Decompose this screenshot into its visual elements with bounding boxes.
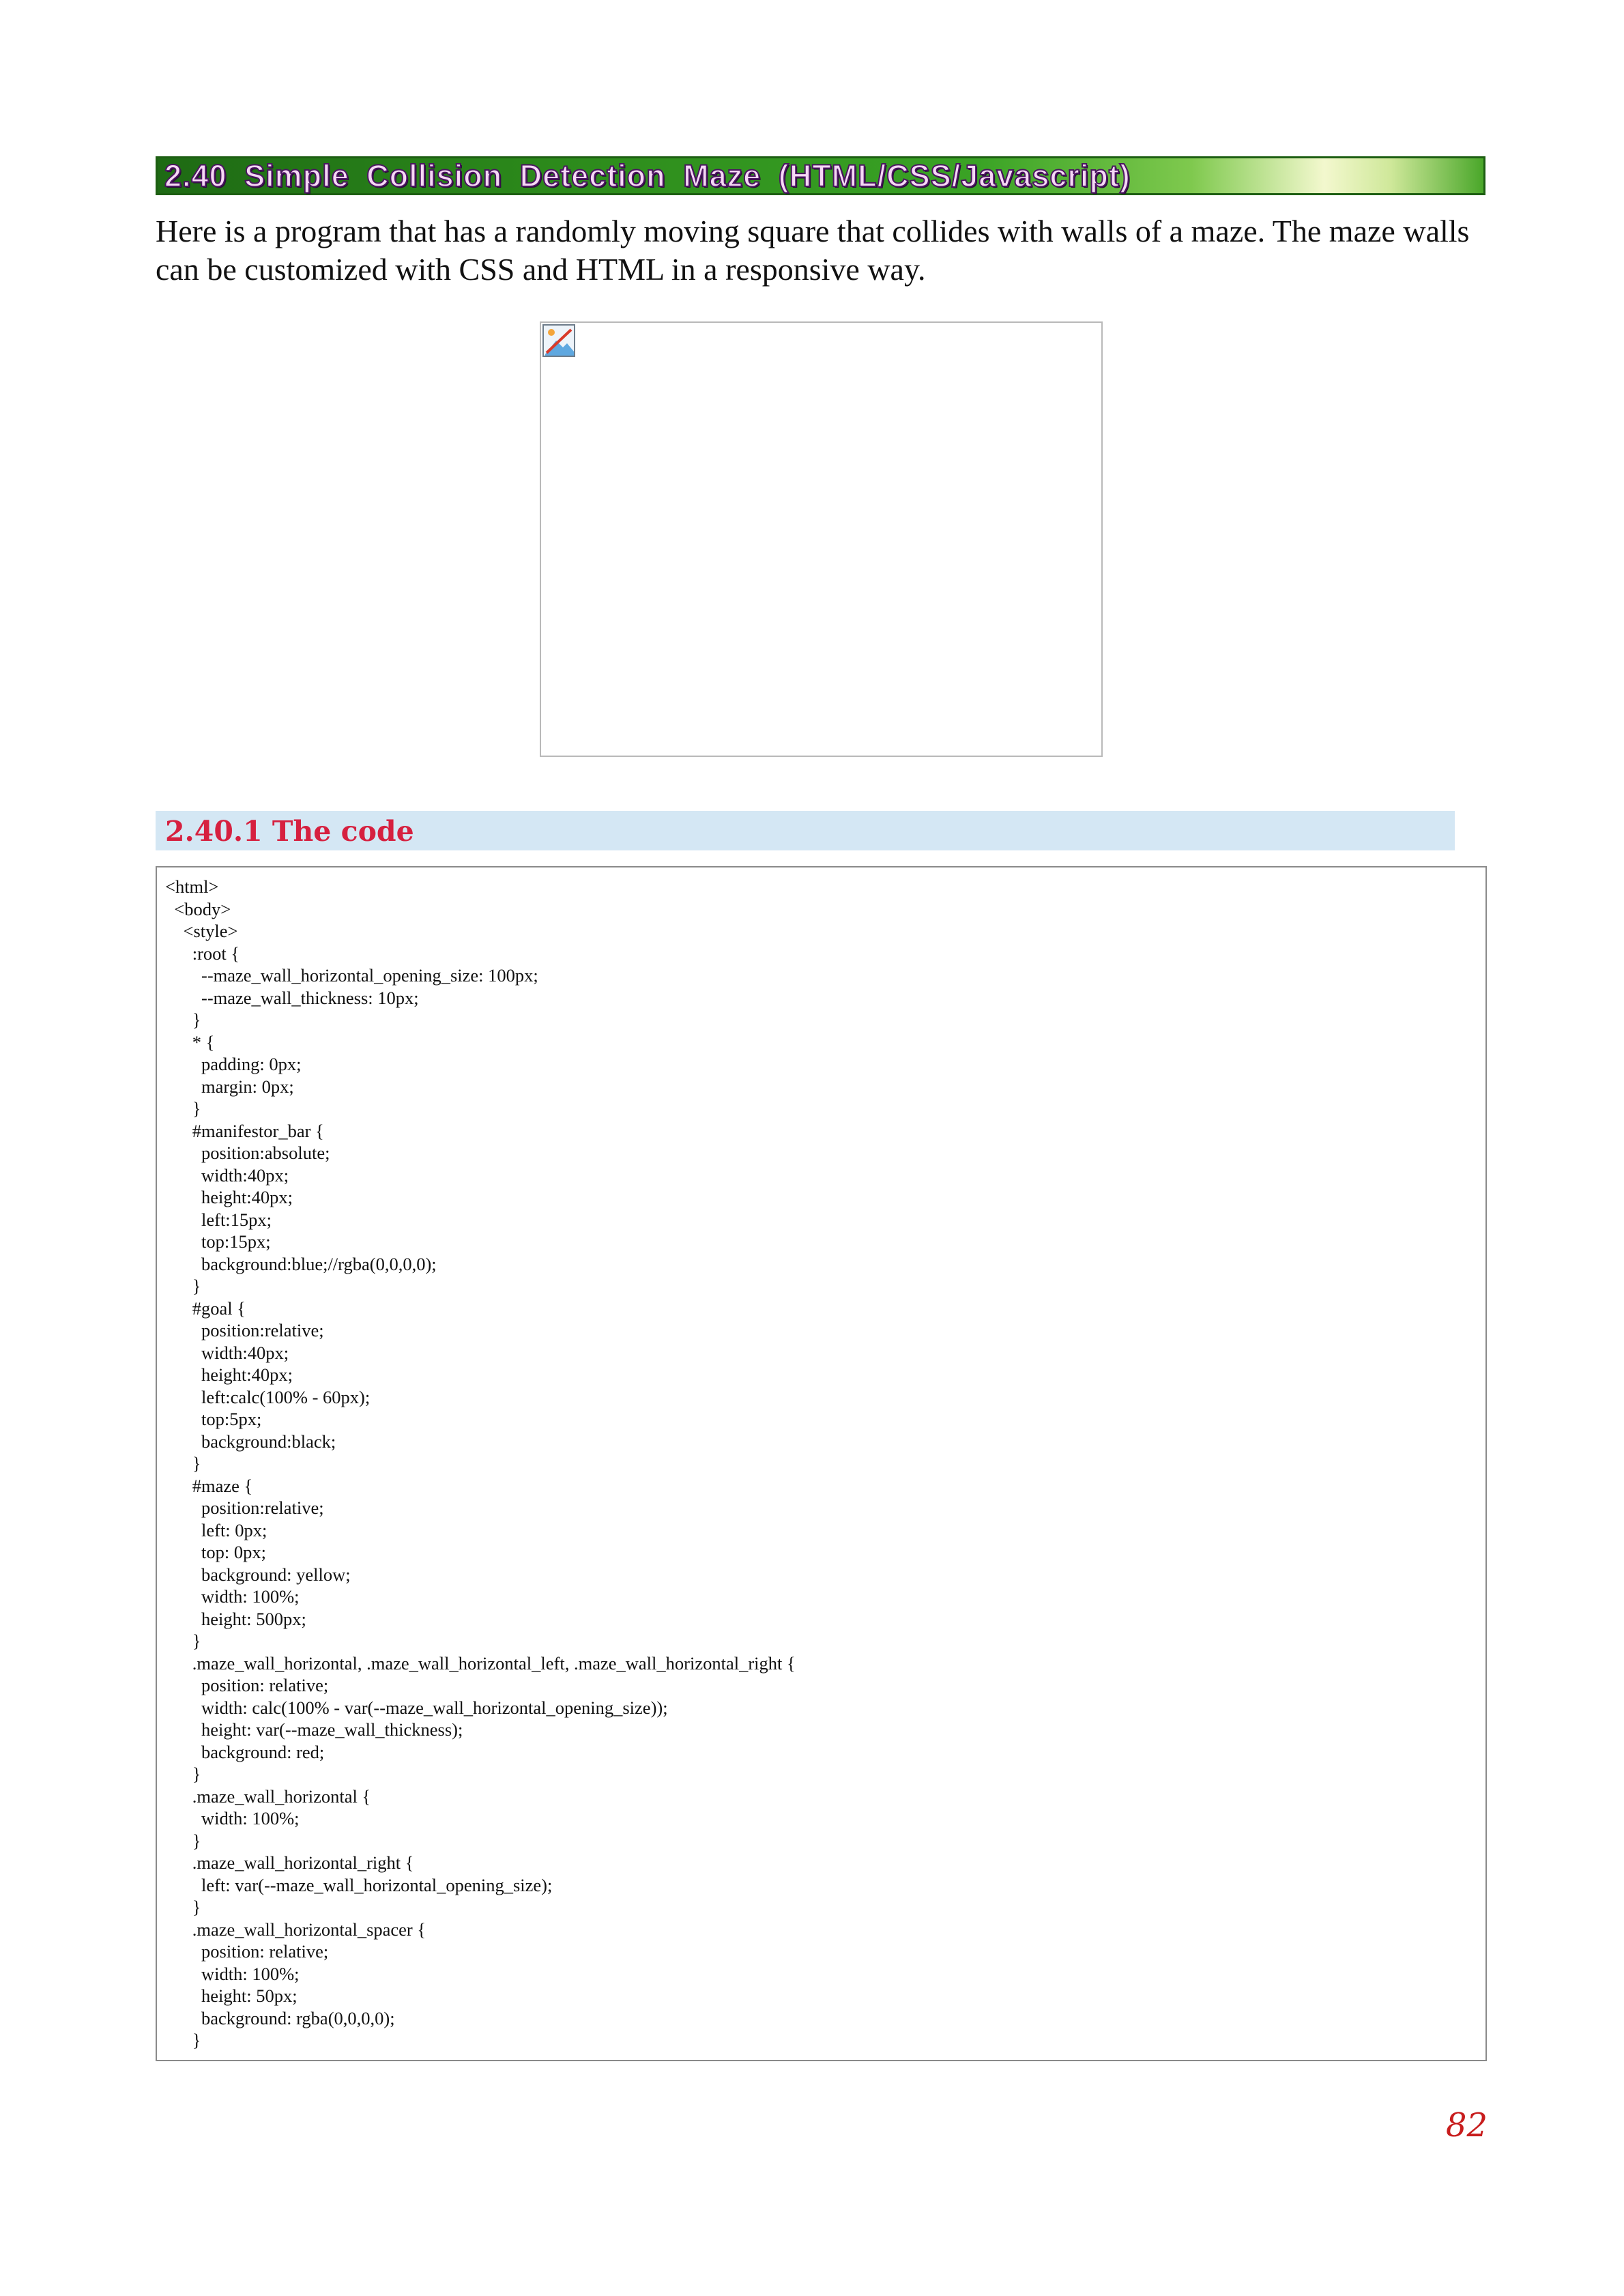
code-line: background: rgba(0,0,0,0); [165, 2007, 395, 2028]
code-line: margin: 0px; [165, 1076, 294, 1097]
code-line: width: calc(100% - var(--maze_wall_horizontal_opening_size)); [165, 1697, 668, 1718]
code-line: left:15px; [165, 1209, 272, 1230]
code-line: --maze_wall_horizontal_opening_size: 100px; [165, 965, 538, 986]
page-number: 82 [1445, 2106, 1488, 2144]
code-line: padding: 0px; [165, 1054, 302, 1074]
code-line: } [165, 2030, 201, 2050]
code-line: height:40px; [165, 1187, 293, 1207]
code-line: * { [165, 1031, 215, 1052]
section-heading-banner [156, 156, 1485, 195]
code-line: } [165, 1009, 201, 1030]
code-line: <style> [165, 921, 238, 941]
code-line: } [165, 1631, 201, 1651]
code-line: .maze_wall_horizontal, .maze_wall_horizontal_left, .maze_wall_horizontal_right { [165, 1652, 796, 1674]
code-line: } [165, 1830, 201, 1851]
code-line: left: var(--maze_wall_horizontal_opening_size); [165, 1874, 553, 1895]
code-line: position:relative; [165, 1497, 324, 1518]
broken-image-icon [542, 324, 575, 357]
code-line: .maze_wall_horizontal_right { [165, 1852, 414, 1873]
code-line: position: relative; [165, 1941, 329, 1962]
code-line: background: yellow; [165, 1564, 351, 1585]
code-line: } [165, 1276, 201, 1296]
code-line: <html> [165, 876, 219, 897]
maze-figure-placeholder [540, 321, 1103, 757]
code-line: height: 50px; [165, 1985, 298, 2006]
code-line: position:relative; [165, 1320, 324, 1340]
subsection-heading [156, 811, 1455, 850]
intro-paragraph: Here is a program that has a randomly moving square that collides with walls of a maze. The maze walls can be customized with CSS and HTML in a responsive way. [156, 214, 1470, 287]
code-line: position:absolute; [165, 1143, 330, 1163]
code-line: } [165, 1453, 201, 1474]
code-line: height:40px; [165, 1364, 293, 1385]
code-line: } [165, 1764, 201, 1784]
code-line: } [165, 1098, 201, 1119]
code-line: left:calc(100% - 60px); [165, 1386, 371, 1407]
code-line: .maze_wall_horizontal_spacer { [165, 1919, 426, 1940]
code-line: :root { [165, 943, 240, 964]
code-line: top:15px; [165, 1231, 271, 1252]
code-text [165, 876, 796, 2052]
code-line: background:blue;//rgba(0,0,0,0); [165, 1253, 437, 1274]
code-line: .maze_wall_horizontal { [165, 1785, 371, 1807]
code-line: width:40px; [165, 1342, 289, 1363]
code-line: --maze_wall_thickness: 10px; [165, 987, 419, 1008]
code-line: width:40px; [165, 1164, 289, 1186]
code-line: height: 500px; [165, 1608, 306, 1629]
code-line: top: 0px; [165, 1542, 266, 1562]
code-line: height: var(--maze_wall_thickness); [165, 1719, 463, 1740]
code-line: background: red; [165, 1741, 325, 1762]
subsection-title: 2.40.1 The code [165, 815, 414, 848]
code-line: width: 100%; [165, 1963, 300, 1984]
code-line: width: 100%; [165, 1808, 300, 1828]
section-title: 2.40 Simple Collision Detection Maze (HTML/CSS/Javascript) [164, 158, 1131, 193]
code-line: <body> [165, 898, 231, 919]
code-line: left: 0px; [165, 1519, 267, 1540]
code-line: } [165, 1897, 201, 1917]
code-line: top:5px; [165, 1409, 262, 1429]
code-line: #goal { [165, 1297, 246, 1319]
code-line: #manifestor_bar { [165, 1120, 324, 1141]
code-line: width: 100%; [165, 1586, 300, 1607]
code-line: #maze { [165, 1475, 253, 1496]
code-line: position: relative; [165, 1675, 329, 1695]
code-line: background:black; [165, 1431, 336, 1452]
code-listing [156, 866, 1487, 2061]
